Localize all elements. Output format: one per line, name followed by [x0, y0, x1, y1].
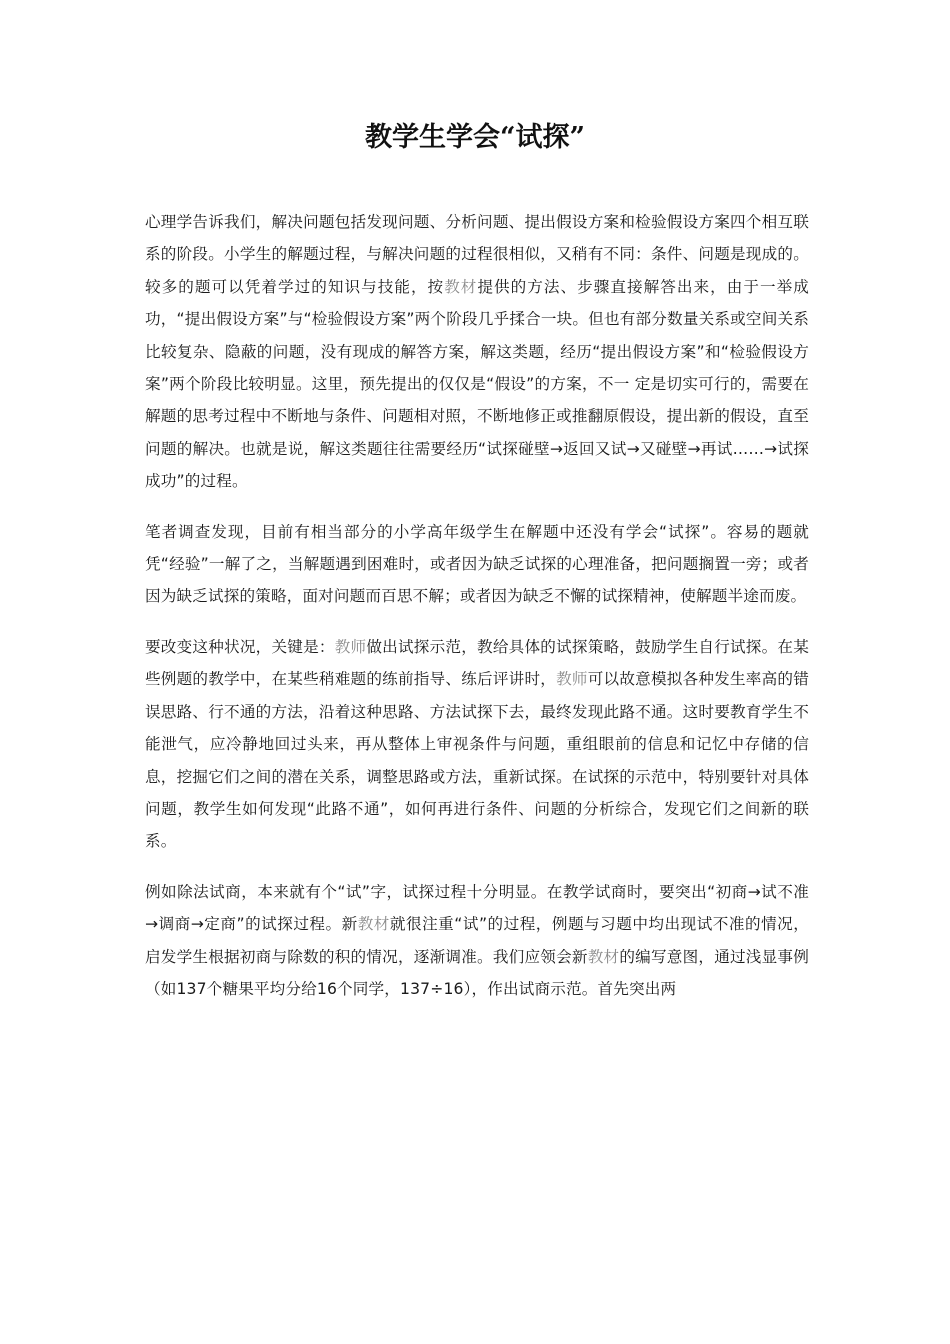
paragraph-1	[145, 206, 809, 498]
keyword-link[interactable]: 教材	[444, 277, 478, 296]
keyword-link[interactable]: 教师	[334, 637, 367, 656]
paragraph-text: 例如除法试商，本来就有个“试”字，试探过程十分明显。在教学试商时，要突出“初商→试不准→调商→定商”的试探过程。新	[145, 882, 809, 934]
paragraph-text: 做出试探示范，教给具体的试探策略，鼓励学生自行试探。在某些例题的教学中，在某些稍难题的练前指导、练后评讲时，	[145, 637, 809, 689]
paragraph-text: 提供的方法、步骤直接解答出来，由于一举成功，“提出假设方案”与“检验假设方案”两个阶段几乎揉合一块。但也有部分数量关系或空间关系比较复杂、隐蔽的问题，没有现成的解答方案，解这类题，经历“提出假设方案”和“检验假设方案”两个阶段比较明显。这里，预先提出的仅仅是“假设”的方案，不一 定是切实可行的，需要在解题的思考过程中不断地与条件、问题相对照，不断地修正或推翻原假设，提出新的假设，直至问题的解决。也就是说，解这类题往往需要经历“试探碰壁→返回又试→又碰壁→再试……→试探成功”的过程。	[145, 277, 809, 491]
paragraph-4	[145, 876, 809, 1006]
paragraph-text: 可以故意模拟各种发生率高的错误思路、行不通的方法，沿着这种思路、方法试探下去，最终发现此路不通。这时要教育学生不能泄气，应冷静地回过头来，再从整体上审视条件与问题，重组眼前的信息和记忆中存储的信息，挖掘它们之间的潜在关系，调整思路或方法，重新试探。在试探的示范中，特别要针对具体问题，教学生如何发现“此路不通”，如何再进行条件、问题的分析综合，发现它们之间新的联系。	[145, 670, 809, 851]
keyword-link[interactable]: 教材	[357, 915, 390, 934]
keyword-link[interactable]: 教师	[556, 670, 588, 689]
keyword-link[interactable]: 教材	[587, 947, 620, 966]
paragraph-text: 心理学告诉我们，解决问题包括发现问题、分析问题、提出假设方案和检验假设方案四个相互联系的阶段。小学生的解题过程，与解决问题的过程很相似，又稍有不同：条件、问题是现成的。较多的题可以凭着学过的知识与技能，按	[145, 213, 809, 296]
paragraph-text: 要改变这种状况，关键是：	[145, 637, 335, 656]
paragraph-text: 就很注重“试”的过程，例题与习题中均出现试不准的情况，启发学生根据初商与除数的积的情况，逐渐调准。我们应领会新	[145, 915, 809, 966]
document-title: 教学生学会“试探”	[364, 122, 586, 153]
paragraph-text: 笔者调查发现，目前有相当部分的小学高年级学生在解题中还没有学会“试探”。容易的题就凭“经验”一解了之，当解题遇到困难时，或者因为缺乏试探的心理准备，把问题搁置一旁；或者因为缺乏试探的策略，面对问题而百思不解；或者因为缺乏不懈的试探精神，使解题半途而废。	[145, 522, 809, 606]
paragraph-3	[145, 631, 809, 858]
paragraph-text: 的编写意图，通过浅显事例（如137个糖果平均分给16个同学，137÷16），作出试商示范。首先突出两	[145, 947, 809, 998]
document-body	[145, 206, 809, 1023]
paragraph-2	[145, 516, 809, 613]
